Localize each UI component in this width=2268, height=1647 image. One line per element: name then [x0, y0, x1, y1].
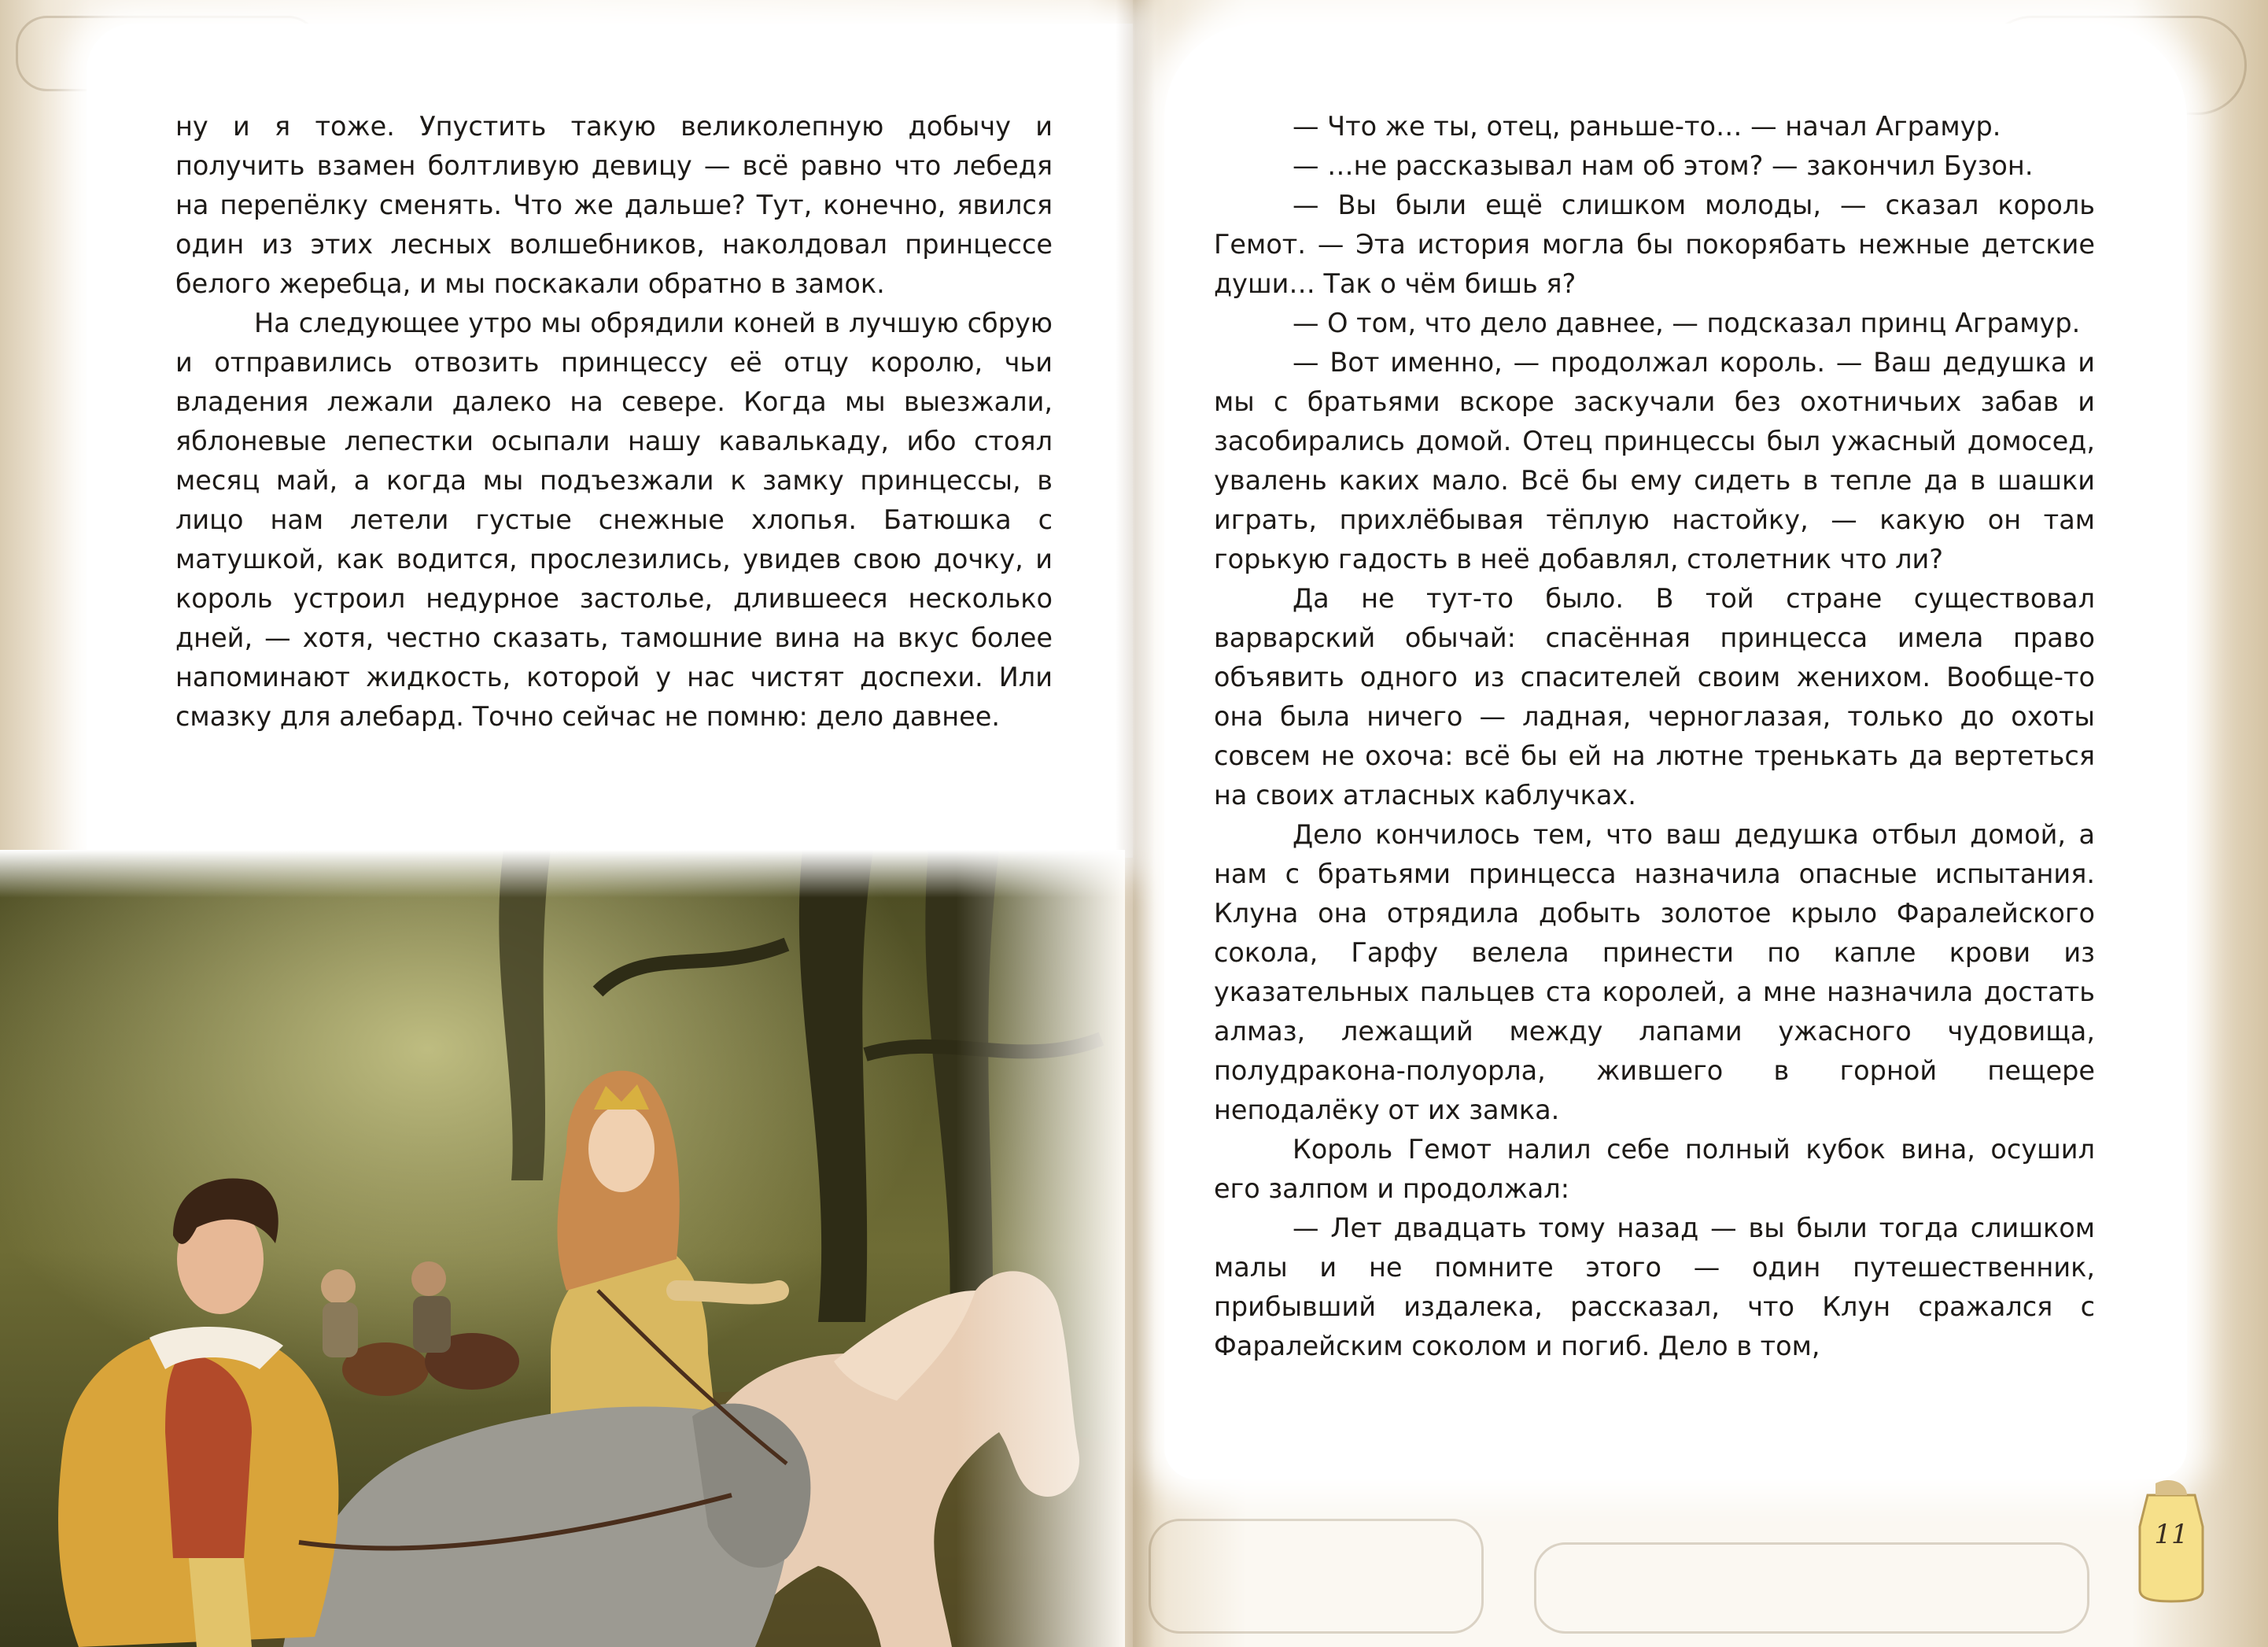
- paragraph: На следующее утро мы обрядили коней в лучшую сбрую и отправились отвозить принцессу её отцу королю, чьи владения лежали далеко на севере. Когда мы выезжали, яблоневые лепестки осыпали нашу кавалькаду, ибо стоял месяц май, а когда мы подъезжали к замку принцессы, в лицо нам летели густые снежные хлопья. Батюшка с матушкой, как водится, прослезились, увидев свою дочку, и король устроил недурное застолье, длившееся несколько дней, — хотя, честно сказать, тамошние вина на вкус более напоминают жидкость, которой у нас чистят доспехи. Или смазку для алебард. Точно сейчас не помню: дело давнее.: [175, 308, 1053, 732]
- decorative-sketch: [1534, 1542, 2089, 1634]
- paragraph: ну и я тоже. Упустить такую великолепную добычу и получить взамен болтливую девицу — всё равно что лебедя на перепёлку сменять. Что же дальше? Тут, конечно, явился один из этих лесных волшебников, наколдовал принцессе белого жеребца, и мы поскакали обратно в замок.: [175, 111, 1053, 299]
- paragraph: — Что же ты, отец, раньше-то… — начал Аграмур.: [1293, 111, 2001, 142]
- paragraph: — О том, что дело давнее, — подсказал принц Аграмур.: [1293, 308, 2081, 338]
- left-page-text: [175, 107, 1053, 737]
- paragraph: — Вы были ещё слишком молоды, — сказал король Гемот. — Эта история могла бы покорябать нежные детские души… Так о чём бишь я?: [1214, 190, 2095, 299]
- paragraph: Да не тут-то было. В той стране существовал варварский обычай: спасённая принцесса имела право объявить одного из спасителей своим женихом. Вообще-то она была ничего — ладная, черноглазая, только до охоты совсем не охоча: всё бы ей на лютне тренькать да вертеться на своих атласных каблучках.: [1214, 583, 2095, 811]
- right-page-text: [1214, 107, 2095, 1366]
- paragraph: — Вот именно, — продолжал король. — Ваш дедушка и мы с братьями вскоре заскучали без охотничьих забав и засобирались домой. Отец принцессы был ужасный домосед, увалень каких мало. Всё бы ему сидеть в тепле да в шашки играть, прихлёбывая тёплую настойку, — какую он там горькую гадость в неё добавлял, столетник что ли?: [1214, 347, 2095, 574]
- decorative-sketch: [1149, 1519, 1484, 1634]
- page-number-badge: [2124, 1479, 2218, 1605]
- paragraph: Дело кончилось тем, что ваш дедушка отбыл домой, а нам с братьями принцесса назначила опасные испытания. Клуна она отрядила добыть золотое крыло Фаралейского сокола, Гарфу велела принести по капле крови из указательных пальцев ста королей, а мне назначила достать алмаз, лежащий между лапами ужасного чудовища, полудракона-полуорла, жившего в горной пещере неподалёку от их замка.: [1214, 819, 2095, 1125]
- paragraph: — …не рассказывал нам об этом? — закончил Бузон.: [1293, 150, 2034, 181]
- paragraph: Король Гемот налил себе полный кубок вина, осушил его залпом и продолжал:: [1214, 1134, 2095, 1204]
- page-number: 11: [2154, 1519, 2189, 1550]
- illustration-riders-on-horses: [0, 850, 1125, 1647]
- paragraph: — Лет двадцать тому назад — вы были тогда слишком малы и не помните этого — один путешественник, прибывший издалека, рассказал, что Клун сражался с Фаралейским соколом и погиб. Дело в том,: [1214, 1213, 2095, 1361]
